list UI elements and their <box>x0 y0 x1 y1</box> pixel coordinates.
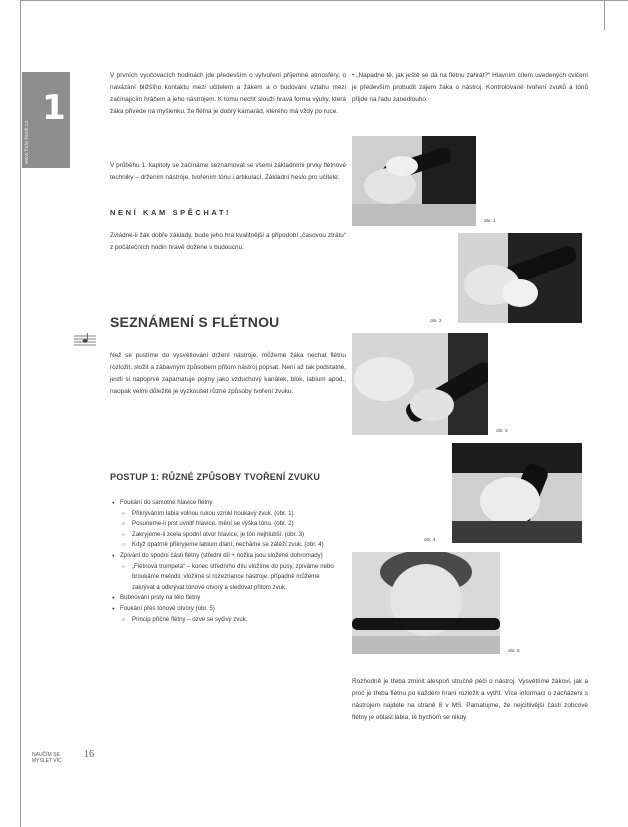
list-subitem: ○ „Flétnová trumpeta“ – konec středního dílu vložíme do pusy, zpíváme nebo broukáme melodii, vložíme si rozeznance nástroje, případně můžeme zakrývat a odkrývat tónové otvory a sledovat přitom zvuk. <box>112 562 344 594</box>
list-subitem: ○ Když opatrně přikryjeme labium dlaní, necháme se zátěží zvuk. (obr. 4) <box>112 540 344 551</box>
list-subitem: ○ Zakryjeme-li zcela spodní otvor hlavice, je tón nejhlubší. (obr. 3) <box>112 530 344 541</box>
caption-5: obr. 5 <box>508 648 520 653</box>
page-frame-left <box>20 0 21 827</box>
page-frame-right <box>604 0 605 30</box>
caption-3: obr. 3 <box>496 428 508 433</box>
footer-label-line-1: NAUČÍM SE <box>32 752 60 758</box>
list-subitem: ○ Princip příčné flétny – ozve se syčivý zvuk. <box>112 615 344 626</box>
motto: NENÍ KAM SPĚCHAT! <box>110 208 232 217</box>
photo-4 <box>452 443 582 543</box>
page-number: 16 <box>84 749 94 760</box>
music-staff-icon <box>74 333 96 349</box>
right-intro-paragraph: • „Napadne tě, jak ještě se dá na flétnu zahrát?“ Hlavním cílem uvedených cvičení je především probudit zájem žáka o nástroj. Kontrolované tvoření zvuků a tónů přijde na řadu zanedlouho. <box>352 72 588 103</box>
list-subitem: ○ Přikrýváním labia volnou rukou vznikl houkavý zvuk. (obr. 1) <box>112 509 344 520</box>
chapter-tab <box>22 72 70 168</box>
caption-1: obr. 1 <box>484 218 496 223</box>
page-frame-top <box>20 0 628 1</box>
caption-4: obr. 4 <box>424 537 436 542</box>
list-item: ● Zpívání do spodní části flétny (střední díl + nožka jsou složené dohromady) <box>112 551 344 562</box>
closing-paragraph: Rozhodně je třeba zmínit alespoň stručně péči o nástroj. Vysvětlíme žákovi, jak a proč je třeba flétnu po každém hraní rozložit a vytřít. Více informací o zacházení s nástrojem najdete na straně 8 v MS. Pamatujme, že nejcitlivější částí zobcové flétny je oblast labia, tě bychom se nikdy <box>352 678 588 721</box>
list-item: ● Bubnování prsty na tělo flétny <box>112 593 344 604</box>
chapter-side-label: www.flute-book.cz <box>24 120 30 164</box>
method-list <box>112 498 344 625</box>
photo-2 <box>458 233 582 323</box>
caption-2: obr. 2 <box>430 318 442 323</box>
footer-label-line-2: MYSLET VÍC <box>32 758 62 764</box>
photo-5 <box>352 552 500 654</box>
list-item: ● Foukání do samotné hlavice flétny <box>112 498 344 509</box>
photo-1 <box>352 136 476 226</box>
photo-3 <box>352 333 488 435</box>
list-item: ● Foukání přes tónové otvory (obr. 5) <box>112 604 344 615</box>
section-paragraph: Než se pustíme do vysvětlování držení nástroje, můžeme žáka nechat flétnu rozložit, složit a zábavným způsobem přitom nástroj popsat. Není až tak podstatné, jestli si napoprvé zapamatuje pojmy jako vzduchový kanálek, blok, labium apod., naopak velmi důležité je vyzkoušet různé způsoby tvoření zvuku. <box>110 352 346 395</box>
footer-label <box>32 752 62 764</box>
intro-paragraph: V prvních vyučovacích hodinách jde především o vytvoření příjemné atmosféry, o navázání bližšího kontaktu mezi učitelem a žákem a o budování vztahu mezi začínajícím hráčem a jeho nástrojem. K tomu nechť slouží hravá forma výuky, která žáka přivede na myšlenku, že flétna je dobrý kamarád, kterého má vždy po ruce. <box>110 72 346 115</box>
list-subitem: ○ Posuneme-li prst uvnitř hlavice, mění se výška tónu. (obr. 2) <box>112 519 344 530</box>
technique-paragraph: V průběhu 1. kapitoly se začínáme seznamovat se všemi základními prvky flétnové techniky – držením nástroje, tvořením tónu i artikulací. Základní heslo pro učitele: <box>110 162 346 181</box>
subsection-title: POSTUP 1: RŮZNÉ ZPŮSOBY TVOŘENÍ ZVUKU <box>110 472 321 482</box>
section-title: SEZNÁMENÍ S FLÉTNOU <box>110 314 280 330</box>
chapter-number: 1 <box>42 88 66 128</box>
basics-paragraph: Zvládne-li žák dobře základy, bude jeho hra kvalitnější a připodobí „časovou ztrátu“ z počátečních hodin hravě dožene v budoucnu. <box>110 232 346 251</box>
